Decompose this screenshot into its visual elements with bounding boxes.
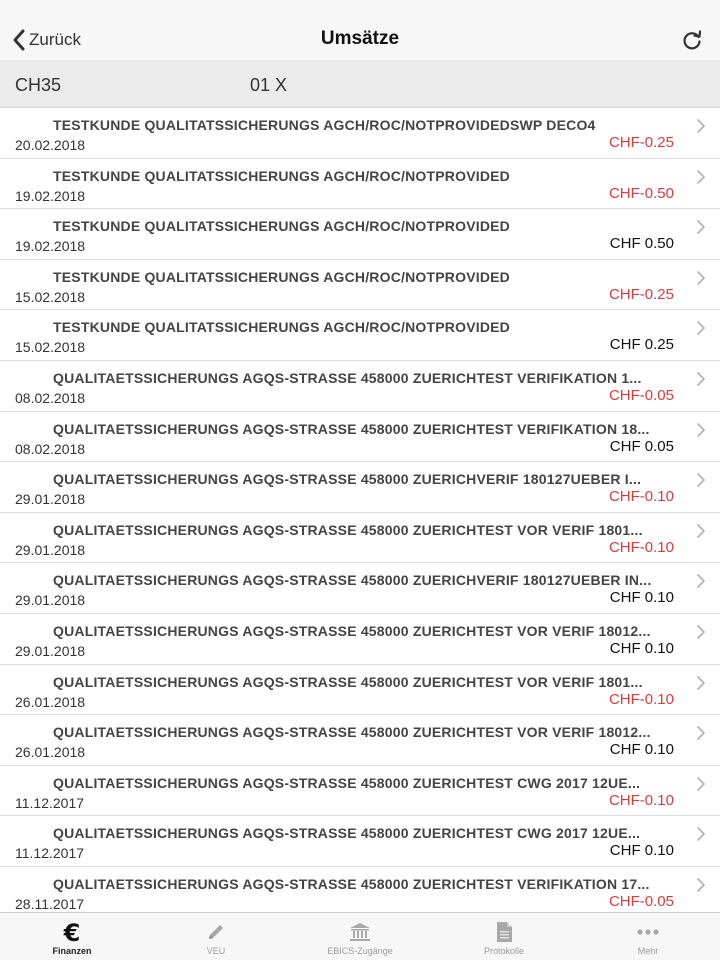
transaction-row[interactable] [0, 209, 720, 260]
transaction-description: QUALITAETSSICHERUNGS AGQS-STRASSE 458000 ZUERICHVERIF 180127UEBER IN... [53, 572, 652, 589]
transaction-date: 15.02.2018 [15, 288, 86, 305]
transaction-description: TESTKUNDE QUALITATSSICHERUNGS AGCH/ROC/NOTPROVIDED [53, 218, 510, 235]
transaction-description: QUALITAETSSICHERUNGS AGQS-STRASSE 458000 ZUERICHVERIF 180127UEBER I... [53, 471, 642, 488]
transaction-amount: CHF 0.10 [609, 589, 674, 607]
transaction-amount: CHF-0.25 [608, 285, 674, 303]
transaction-amount: CHF-0.10 [608, 488, 674, 506]
transaction-row[interactable] [0, 766, 720, 817]
transaction-date: 29.01.2018 [15, 592, 86, 609]
chevron-right-icon [696, 826, 706, 842]
transaction-date: 19.02.2018 [15, 187, 86, 204]
transaction-row[interactable] [0, 563, 720, 614]
transaction-date: 26.01.2018 [15, 693, 86, 710]
transaction-amount: CHF-0.25 [608, 134, 674, 151]
transaction-row[interactable] [0, 715, 720, 766]
transaction-row[interactable] [0, 412, 720, 463]
chevron-right-icon [696, 422, 706, 438]
transaction-list[interactable] [0, 108, 720, 912]
transaction-date: 28.11.2017 [15, 895, 85, 912]
transaction-description: QUALITAETSSICHERUNGS AGQS-STRASSE 458000 ZUERICHTEST CWG 2017 12UE... [53, 825, 641, 842]
transaction-description: TESTKUNDE QUALITATSSICHERUNGS AGCH/ROC/NOTPROVIDED [53, 167, 510, 184]
transaction-amount: CHF-0.10 [608, 538, 674, 556]
transaction-amount: CHF-0.05 [608, 386, 674, 404]
transaction-amount: CHF-0.05 [608, 892, 674, 910]
more-icon [634, 919, 662, 945]
transaction-amount: CHF-0.50 [608, 184, 674, 202]
transaction-description: QUALITAETSSICHERUNGS AGQS-STRASSE 458000 ZUERICHTEST VERIFIKATION 17... [53, 875, 650, 892]
tab-label: Protokolle [483, 946, 525, 956]
transaction-date: 11.12.2017 [15, 794, 85, 811]
chevron-right-icon [696, 371, 706, 387]
account-iban-suffix: 01 X [250, 75, 288, 95]
transaction-description: QUALITAETSSICHERUNGS AGQS-STRASSE 458000 ZUERICHTEST VOR VERIF 1801... [53, 673, 643, 690]
transaction-description: TESTKUNDE QUALITATSSICHERUNGS AGCH/ROC/NOTPROVIDEDSWP DECO4 [53, 117, 596, 133]
chevron-right-icon [696, 169, 706, 185]
transaction-description: QUALITAETSSICHERUNGS AGQS-STRASSE 458000 ZUERICHTEST VOR VERIF 18012... [53, 724, 651, 741]
transaction-date: 20.02.2018 [15, 137, 86, 153]
tab-label: EBICS-Zugänge [327, 946, 393, 956]
transaction-date: 29.01.2018 [15, 541, 86, 558]
transaction-date: 19.02.2018 [15, 238, 86, 255]
page-title: Umsätze [320, 28, 400, 49]
transaction-date: 11.12.2017 [15, 845, 85, 862]
transaction-row[interactable] [0, 665, 720, 716]
tab-ebics-zugaenge[interactable] [288, 913, 432, 960]
transaction-date: 29.01.2018 [15, 642, 86, 659]
chevron-right-icon [696, 523, 706, 539]
tab-finanzen[interactable] [0, 913, 144, 960]
refresh-icon [680, 28, 704, 52]
transaction-description: QUALITAETSSICHERUNGS AGQS-STRASSE 458000 ZUERICHTEST VERIFIKATION 1... [53, 369, 642, 386]
document-icon [490, 919, 518, 945]
chevron-right-icon [696, 320, 706, 336]
transaction-date: 08.02.2018 [15, 440, 86, 457]
transaction-amount: CHF 0.10 [609, 741, 674, 759]
tab-label: VEU [206, 946, 226, 956]
refresh-button[interactable] [680, 28, 704, 52]
transaction-description: QUALITAETSSICHERUNGS AGQS-STRASSE 458000 ZUERICHTEST VOR VERIF 18012... [53, 622, 651, 639]
transaction-date: 26.01.2018 [15, 744, 86, 761]
transaction-description: QUALITAETSSICHERUNGS AGQS-STRASSE 458000 ZUERICHTEST VOR VERIF 1801... [53, 521, 643, 538]
transaction-amount: CHF 0.05 [609, 437, 674, 455]
tab-mehr[interactable] [576, 913, 720, 960]
transaction-amount: CHF-0.10 [608, 690, 674, 708]
tab-protokolle[interactable] [432, 913, 576, 960]
chevron-right-icon [696, 118, 706, 134]
chevron-right-icon [696, 776, 706, 792]
transaction-amount: CHF 0.10 [609, 639, 674, 657]
chevron-right-icon [696, 573, 706, 589]
transaction-amount: CHF 0.10 [609, 842, 674, 860]
transaction-date: 08.02.2018 [15, 389, 86, 406]
svg-text:€: € [63, 919, 81, 945]
back-label: Zurück [29, 30, 81, 49]
transaction-row[interactable] [0, 361, 720, 412]
tab-veu[interactable] [144, 913, 288, 960]
transaction-row[interactable] [0, 159, 720, 210]
tab-bar [0, 912, 720, 960]
account-iban-prefix: CH35 [15, 75, 62, 95]
navigation-bar [0, 0, 720, 60]
chevron-right-icon [696, 270, 706, 286]
tab-label: Mehr [637, 946, 659, 956]
transaction-description: QUALITAETSSICHERUNGS AGQS-STRASSE 458000 ZUERICHTEST CWG 2017 12UE... [53, 774, 641, 791]
account-header [0, 60, 720, 108]
transaction-row[interactable] [0, 867, 720, 912]
chevron-right-icon [696, 624, 706, 640]
transaction-date: 15.02.2018 [15, 339, 86, 356]
transaction-row[interactable] [0, 260, 720, 311]
pencil-icon [202, 919, 230, 945]
chevron-right-icon [696, 219, 706, 235]
transaction-amount: CHF 0.50 [609, 235, 674, 253]
transaction-amount: CHF 0.25 [609, 336, 674, 354]
chevron-right-icon [696, 675, 706, 691]
tab-label: Finanzen [52, 946, 92, 956]
euro-icon [58, 919, 86, 945]
transaction-row[interactable] [0, 816, 720, 867]
chevron-right-icon [696, 725, 706, 741]
transaction-row[interactable] [0, 513, 720, 564]
chevron-right-icon [696, 472, 706, 488]
bank-icon [346, 919, 374, 945]
transaction-row[interactable] [0, 108, 720, 159]
transaction-description: QUALITAETSSICHERUNGS AGQS-STRASSE 458000 ZUERICHTEST VERIFIKATION 18... [53, 420, 650, 437]
transaction-description: TESTKUNDE QUALITATSSICHERUNGS AGCH/ROC/NOTPROVIDED [53, 319, 510, 336]
transaction-row[interactable] [0, 462, 720, 513]
transaction-row[interactable] [0, 614, 720, 665]
transaction-date: 29.01.2018 [15, 491, 86, 508]
chevron-right-icon [696, 877, 706, 893]
transaction-description: TESTKUNDE QUALITATSSICHERUNGS AGCH/ROC/NOTPROVIDED [53, 268, 510, 285]
transaction-row[interactable] [0, 310, 720, 361]
transaction-amount: CHF-0.10 [608, 791, 674, 809]
